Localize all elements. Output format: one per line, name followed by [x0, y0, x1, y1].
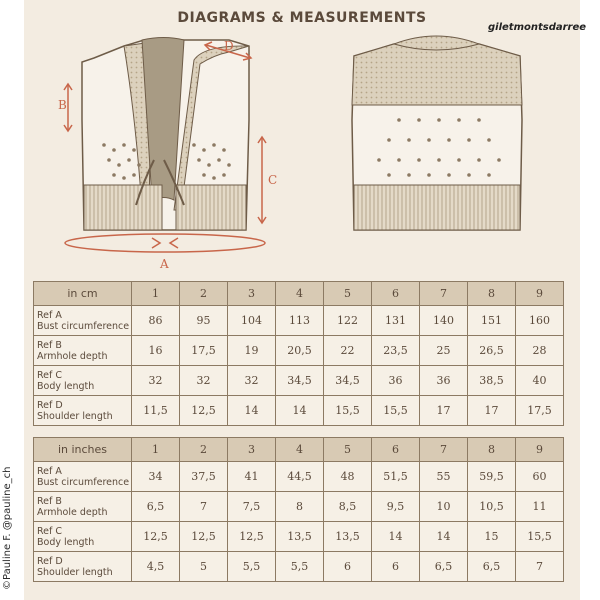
- row-label: Ref B Armhole depth: [34, 492, 132, 522]
- table-cell: 41: [228, 462, 276, 492]
- table-cell: 13,5: [324, 522, 372, 552]
- table-cell: 5,5: [228, 552, 276, 582]
- row-label: Ref B Armhole depth: [34, 336, 132, 366]
- table-cell: 12,5: [132, 522, 180, 552]
- table-cell: 40: [516, 366, 564, 396]
- table-cell: 17,5: [180, 336, 228, 366]
- size-header: 6: [372, 438, 420, 462]
- table-cell: 34: [132, 462, 180, 492]
- table-cell: 104: [228, 306, 276, 336]
- table-row: [34, 336, 564, 366]
- table-cell: 6,5: [420, 552, 468, 582]
- row-label: Ref D Shoulder length: [34, 396, 132, 426]
- label-c: C: [268, 173, 278, 187]
- table-row: [34, 492, 564, 522]
- table-cell: 51,5: [372, 462, 420, 492]
- table-cell: 36: [372, 366, 420, 396]
- table-cell: 131: [372, 306, 420, 336]
- table-cell: 140: [420, 306, 468, 336]
- table-cell: 6: [372, 552, 420, 582]
- cm-measurement-table: [33, 281, 564, 426]
- table-row: [34, 462, 564, 492]
- size-header: 1: [132, 282, 180, 306]
- row-label: Ref D Shoulder length: [34, 552, 132, 582]
- table-cell: 86: [132, 306, 180, 336]
- table-cell: 17: [420, 396, 468, 426]
- table-cell: 6,5: [132, 492, 180, 522]
- table-cell: 6: [324, 552, 372, 582]
- table-cell: 6,5: [468, 552, 516, 582]
- size-header: 5: [324, 282, 372, 306]
- table-cell: 11: [516, 492, 564, 522]
- table-cell: 12,5: [180, 522, 228, 552]
- inches-measurement-table: [33, 437, 564, 582]
- size-header: 2: [180, 282, 228, 306]
- label-b: B: [58, 98, 67, 112]
- pattern-sheet: [24, 0, 587, 600]
- table-cell: 9,5: [372, 492, 420, 522]
- table-cell: 19: [228, 336, 276, 366]
- size-header: 3: [228, 282, 276, 306]
- table-cell: 11,5: [132, 396, 180, 426]
- table-cell: 14: [276, 396, 324, 426]
- table-cell: 4,5: [132, 552, 180, 582]
- table-cell: 59,5: [468, 462, 516, 492]
- table-cell: 48: [324, 462, 372, 492]
- table-cell: 15: [468, 522, 516, 552]
- size-header: 6: [372, 282, 420, 306]
- table-row: [34, 396, 564, 426]
- table-cell: 32: [132, 366, 180, 396]
- table-cell: 12,5: [228, 522, 276, 552]
- table-cell: 15,5: [516, 522, 564, 552]
- size-header: 2: [180, 438, 228, 462]
- table-cell: 160: [516, 306, 564, 336]
- size-header: 5: [324, 438, 372, 462]
- table-cell: 37,5: [180, 462, 228, 492]
- table-cell: 36: [420, 366, 468, 396]
- row-label: Ref A Bust circumference: [34, 306, 132, 336]
- back-view: [352, 36, 522, 230]
- table-cell: 7: [180, 492, 228, 522]
- table-cell: 34,5: [324, 366, 372, 396]
- front-view: [82, 38, 249, 231]
- size-header: 9: [516, 438, 564, 462]
- table-cell: 14: [420, 522, 468, 552]
- table-cell: 17,5: [516, 396, 564, 426]
- table-cell: 15,5: [324, 396, 372, 426]
- garment-diagrams: [24, 0, 580, 275]
- size-header: 4: [276, 438, 324, 462]
- table-cell: 7: [516, 552, 564, 582]
- table-cell: 95: [180, 306, 228, 336]
- row-label: Ref A Bust circumference: [34, 462, 132, 492]
- brand-watermark: giletmontsdarree: [488, 22, 587, 33]
- table-row: [34, 522, 564, 552]
- label-a: A: [160, 257, 169, 271]
- table-row: [34, 366, 564, 396]
- size-header: 8: [468, 438, 516, 462]
- table-cell: 17: [468, 396, 516, 426]
- size-header: 9: [516, 282, 564, 306]
- table-cell: 10,5: [468, 492, 516, 522]
- table-cell: 23,5: [372, 336, 420, 366]
- table-cell: 60: [516, 462, 564, 492]
- table-cell: 38,5: [468, 366, 516, 396]
- table-cell: 10: [420, 492, 468, 522]
- unit-header: in inches: [34, 438, 132, 462]
- table-cell: 22: [324, 336, 372, 366]
- table-cell: 25: [420, 336, 468, 366]
- table-cell: 28: [516, 336, 564, 366]
- table-cell: 20,5: [276, 336, 324, 366]
- row-label: Ref C Body length: [34, 366, 132, 396]
- size-header: 7: [420, 438, 468, 462]
- unit-header: in cm: [34, 282, 132, 306]
- table-cell: 32: [228, 366, 276, 396]
- size-header: 8: [468, 282, 516, 306]
- table-cell: 55: [420, 462, 468, 492]
- size-header: 1: [132, 438, 180, 462]
- table-cell: 14: [228, 396, 276, 426]
- table-cell: 122: [324, 306, 372, 336]
- page-title: DIAGRAMS & MEASUREMENTS: [177, 10, 427, 26]
- table-cell: 15,5: [372, 396, 420, 426]
- table-cell: 113: [276, 306, 324, 336]
- table-cell: 12,5: [180, 396, 228, 426]
- table-cell: 8: [276, 492, 324, 522]
- table-cell: 44,5: [276, 462, 324, 492]
- copyright-credit: ©Pauline F. @pauline_ch: [2, 466, 13, 590]
- table-cell: 26,5: [468, 336, 516, 366]
- table-cell: 32: [180, 366, 228, 396]
- size-header: 7: [420, 282, 468, 306]
- table-cell: 5,5: [276, 552, 324, 582]
- size-header: 3: [228, 438, 276, 462]
- table-cell: 8,5: [324, 492, 372, 522]
- table-cell: 34,5: [276, 366, 324, 396]
- table-row: [34, 306, 564, 336]
- table-cell: 16: [132, 336, 180, 366]
- table-row: [34, 552, 564, 582]
- table-cell: 151: [468, 306, 516, 336]
- row-label: Ref C Body length: [34, 522, 132, 552]
- table-cell: 13,5: [276, 522, 324, 552]
- table-cell: 5: [180, 552, 228, 582]
- label-d: D: [224, 39, 234, 53]
- table-cell: 14: [372, 522, 420, 552]
- size-header: 4: [276, 282, 324, 306]
- table-cell: 7,5: [228, 492, 276, 522]
